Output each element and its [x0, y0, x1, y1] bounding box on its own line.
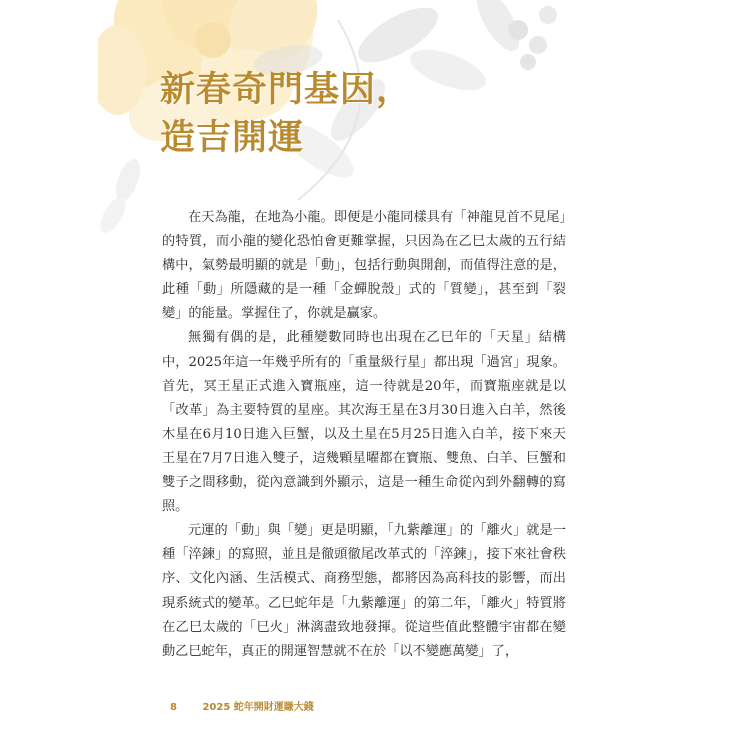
paragraph: 在天為龍，在地為小龍。即便是小龍同樣具有「神龍見首不見尾」的特質，而小龍的變化恐怕會更難掌握，只因為在乙巳太歲的五行結構中，氣勢最明顯的就是「動」，包括行動與開創，而值得注意的是，此種「動」所隱藏的是一種「金蟬脫殼」式的「質變」，甚至到「裂變」的能量。掌握住了，你就是贏家。 [162, 210, 566, 322]
chapter-title-line1: 新春奇門基因， [160, 69, 413, 110]
page-number: 8 [170, 702, 177, 713]
paragraph: 元運的「動」與「變」更是明顯，「九紫離運」的「離火」就是一種「淬鍊」的寫照，並且是徹頭徹尾改革式的「淬鍊」，接下來社會秩序、文化內涵、生活模式、商務型態，都將因為高科技的影響，而出現系統式的變革。乙巳蛇年是「九紫離運」的第二年，「離火」特質將在乙巳太歲的「巳火」淋漓盡致地發揮。從這些值此整體宇宙都在變動乙巳蛇年，真正的開運智慧就不在於「以不變應萬變」了， [162, 523, 566, 659]
page-footer [170, 698, 314, 713]
chapter-title [160, 66, 412, 162]
running-book-title: 2025 蛇年開財運賺大錢 [202, 702, 314, 713]
chapter-title-line2: 造吉開運 [160, 117, 305, 158]
paragraph: 無獨有偶的是，此種變數同時也出現在乙巳年的「天星」結構中，2025年這一年幾乎所有的「重量級行星」都出現「過宮」現象。首先，冥王星正式進入寶瓶座，這一待就是20年，而寶瓶座就是以「改革」為主要特質的星座。其次海王星在3月30日進入白羊，然後木星在6月10日進入巨蟹，以及土星在5月25日進入白羊，接下來天王星在7月7日進入雙子，這幾顆星曜都在寶瓶、雙魚、白羊、巨蟹和雙子之間移動，從內意識到外顯示，這是一種生命從內到外翻轉的寫照。 [162, 330, 566, 515]
book-page [98, 0, 676, 750]
body-text [162, 206, 566, 664]
